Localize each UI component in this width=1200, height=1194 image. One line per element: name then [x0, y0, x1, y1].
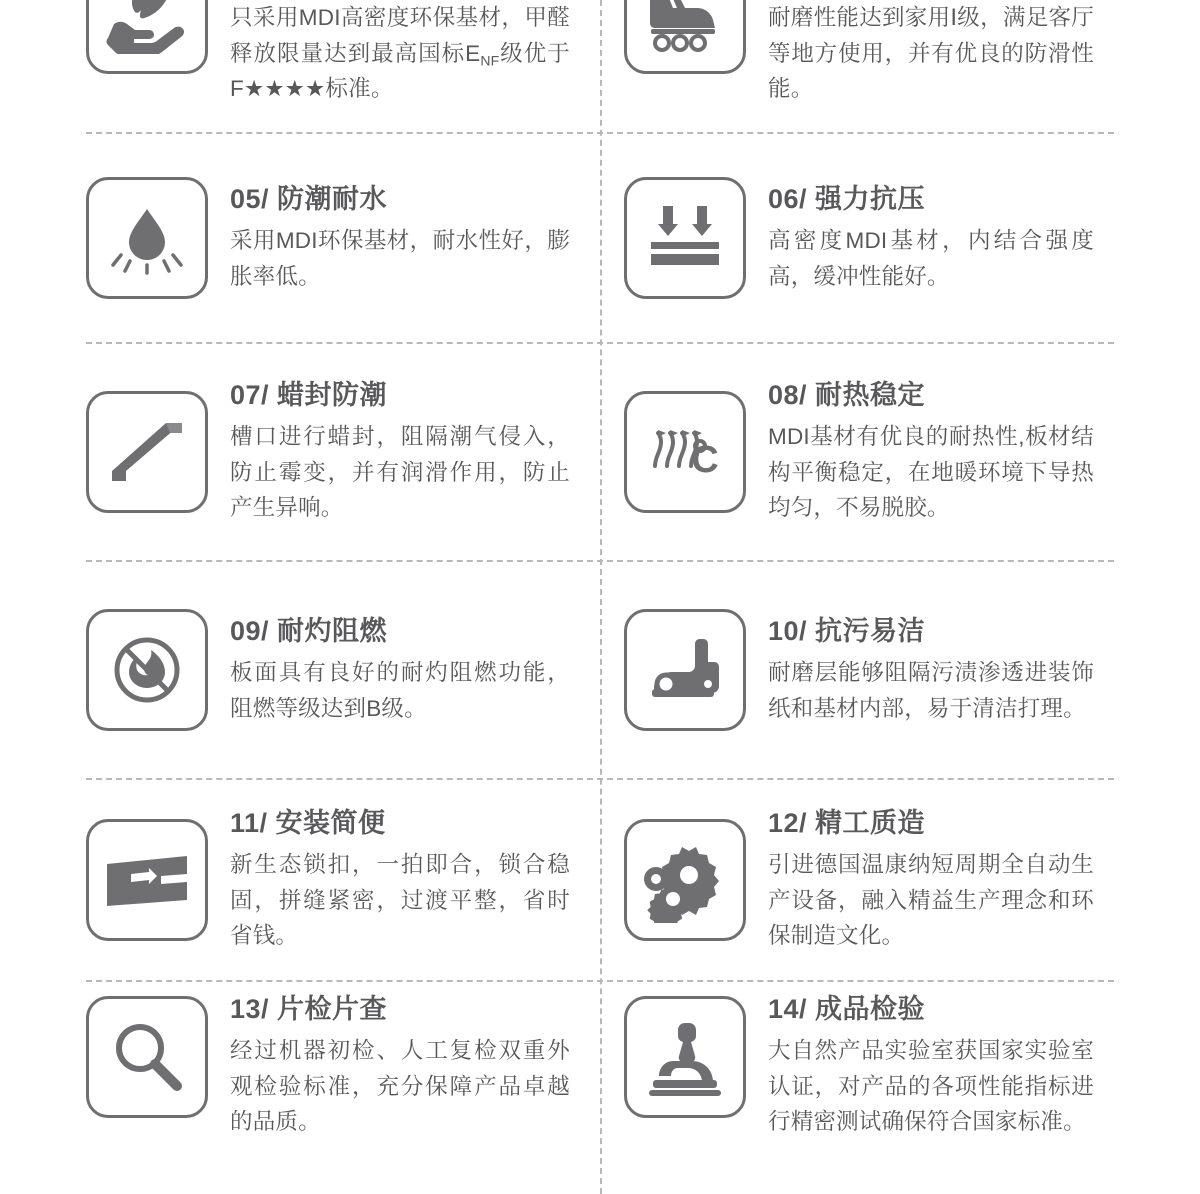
feature-text-14 [768, 982, 1094, 1140]
feature-card-13 [86, 982, 600, 1158]
no-fire-icon [86, 609, 208, 731]
feature-card-06 [600, 134, 1114, 342]
roller-skate-icon [624, 0, 746, 74]
feature-text-10 [768, 614, 1094, 726]
feature-card-05 [86, 134, 600, 342]
feature-card-11 [86, 780, 600, 980]
feature-desc-14: 大自然产品实验室获国家实验室认证，对产品的各项性能指标进行精密测试确保符合国家标准。 [768, 1038, 1094, 1135]
gears-icon [624, 819, 746, 941]
feature-desc-13: 经过机器初检、人工复检双重外观检验标准，充分保障产品卓越的品质。 [230, 1038, 570, 1135]
feature-card-14 [600, 982, 1114, 1158]
feature-text-11 [230, 806, 570, 954]
feature-card-07 [86, 344, 600, 560]
click-lock-icon [86, 819, 208, 941]
feature-text-04 [768, 0, 1094, 107]
microscope-icon [624, 996, 746, 1118]
compression-arrows-icon [624, 177, 746, 299]
feature-desc-10: 耐磨层能够阻隔污渍渗透进装饰纸和基材内部，易于清洁打理。 [768, 659, 1094, 721]
feature-desc-05: 采用MDI环保基材，耐水性好，膨胀率低。 [230, 227, 570, 289]
feature-title-08: 08/ 耐热稳定 [768, 380, 926, 411]
feature-card-08 [600, 344, 1114, 560]
water-drop-icon [86, 177, 208, 299]
feature-text-05 [230, 182, 570, 294]
plank-edge-icon [86, 391, 208, 513]
feature-card-03 [86, 0, 600, 132]
feature-text-12 [768, 806, 1094, 954]
heat-celsius-icon [624, 391, 746, 513]
feature-title-14: 14/ 成品检验 [768, 994, 926, 1024]
vacuum-cleaner-icon [624, 609, 746, 731]
feature-card-10 [600, 562, 1114, 778]
feature-text-08 [768, 378, 1094, 526]
feature-title-05: 05/ 防潮耐水 [230, 183, 388, 214]
feature-desc-06: 高密度MDI基材，内结合强度高，缓冲性能好。 [768, 227, 1094, 289]
feature-text-03 [230, 0, 570, 107]
feature-title-10: 10/ 抗污易洁 [768, 615, 926, 646]
feature-title-11: 11/ 安装简便 [230, 808, 386, 839]
feature-desc-07: 槽口进行蜡封，阻隔潮气侵入，防止霉变，并有润滑作用，防止产生异响。 [230, 424, 570, 521]
feature-card-09 [86, 562, 600, 778]
feature-desc-11: 新生态锁扣，一拍即合，锁合稳固，拼缝紧密，过渡平整，省时省钱。 [230, 852, 570, 949]
features-grid [86, 0, 1114, 1158]
feature-desc-08: MDI基材有优良的耐热性,板材结构平衡稳定，在地暖环境下导热均匀，不易脱胶。 [768, 424, 1094, 521]
feature-title-07: 07/ 蜡封防潮 [230, 380, 388, 411]
feature-text-09 [230, 614, 570, 726]
feature-desc-04: 耐磨性能达到家用Ⅰ级，满足客厅等地方使用，并有优良的防滑性能。 [768, 5, 1094, 102]
feature-title-06: 06/ 强力抗压 [768, 183, 926, 214]
feature-desc-09: 板面具有良好的耐灼阻燃功能，阻燃等级达到B级。 [230, 659, 570, 721]
feature-card-04 [600, 0, 1114, 132]
feature-text-13 [230, 982, 570, 1140]
magnifier-icon [86, 996, 208, 1118]
feature-title-09: 09/ 耐灼阻燃 [230, 615, 388, 646]
feature-text-07 [230, 378, 570, 526]
feature-desc-12: 引进德国温康纳短周期全自动生产设备，融入精益生产理念和环保制造文化。 [768, 852, 1094, 949]
feature-desc-03: 只采用MDI高密度环保基材，甲醛释放限量达到最高国标ENF级优于F★★★★标准。 [230, 5, 570, 102]
svg-text:C: C [691, 439, 719, 481]
feature-text-06 [768, 182, 1094, 294]
feature-title-13: 13/ 片检片查 [230, 994, 388, 1024]
leaf-in-hand-icon [86, 0, 208, 74]
feature-card-12 [600, 780, 1114, 980]
feature-title-12: 12/ 精工质造 [768, 808, 926, 839]
